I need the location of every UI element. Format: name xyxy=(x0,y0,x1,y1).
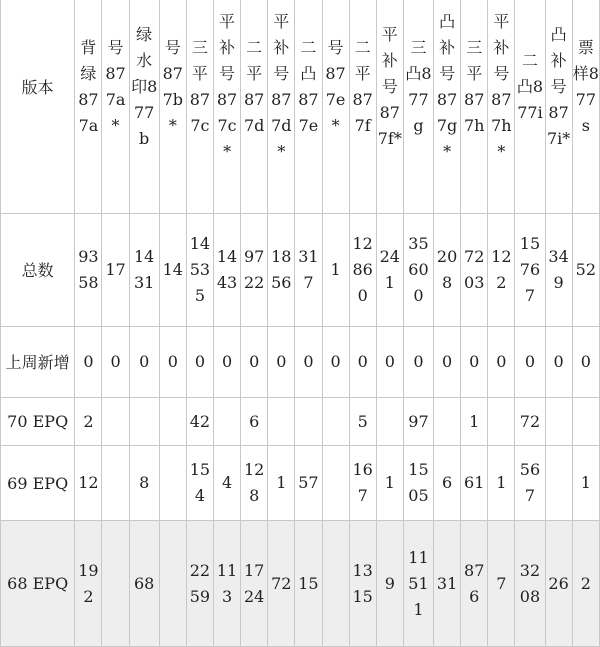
column-header xyxy=(349,0,376,214)
table-cell xyxy=(159,446,186,521)
column-header xyxy=(461,0,488,214)
row-label: 70 EPQ xyxy=(1,398,75,446)
table-cell xyxy=(102,398,129,446)
table-cell: 0 xyxy=(75,327,102,398)
table-cell: 113 xyxy=(214,521,241,647)
column-header-text: 平补号877f* xyxy=(377,25,402,148)
header-version-label xyxy=(1,0,75,214)
table-cell: 12 xyxy=(75,446,102,521)
table-cell: 0 xyxy=(295,327,322,398)
column-header xyxy=(129,0,159,214)
table-cell: 9358 xyxy=(75,214,102,327)
table-cell xyxy=(159,398,186,446)
column-header xyxy=(488,0,515,214)
table-cell: 0 xyxy=(349,327,376,398)
table-cell: 26 xyxy=(545,521,572,647)
table-cell: 5 xyxy=(349,398,376,446)
table-cell: 154 xyxy=(186,446,213,521)
column-header-text: 三平877h xyxy=(463,38,485,135)
row-label: 69 EPQ xyxy=(1,446,75,521)
table-cell: 0 xyxy=(159,327,186,398)
table-cell: 15767 xyxy=(515,214,545,327)
table-cell: 1 xyxy=(322,214,349,327)
table-cell xyxy=(322,398,349,446)
table-cell xyxy=(545,446,572,521)
table-cell: 1856 xyxy=(268,214,295,327)
table-cell: 0 xyxy=(461,327,488,398)
table-cell: 122 xyxy=(488,214,515,327)
table-cell: 0 xyxy=(376,327,403,398)
table-cell: 0 xyxy=(186,327,213,398)
column-header xyxy=(545,0,572,214)
column-header xyxy=(295,0,322,214)
table-cell: 2259 xyxy=(186,521,213,647)
table-cell: 1 xyxy=(488,446,515,521)
column-header xyxy=(322,0,349,214)
table-row xyxy=(1,214,600,327)
table-row xyxy=(1,398,600,446)
table-row xyxy=(1,446,600,521)
column-header-text: 票样877s xyxy=(572,38,599,135)
column-header xyxy=(376,0,403,214)
table-cell: 1315 xyxy=(349,521,376,647)
column-header-text: 绿水印877b xyxy=(131,25,158,148)
table-cell: 167 xyxy=(349,446,376,521)
column-header-text: 平补号877c* xyxy=(216,12,238,161)
table-cell xyxy=(434,398,461,446)
column-header xyxy=(186,0,213,214)
table-cell xyxy=(322,521,349,647)
table-cell: 4 xyxy=(214,446,241,521)
column-header xyxy=(403,0,433,214)
table-cell: 1505 xyxy=(403,446,433,521)
table-cell: 52 xyxy=(572,214,599,327)
table-cell xyxy=(545,398,572,446)
table-cell: 0 xyxy=(515,327,545,398)
table-cell: 57 xyxy=(295,446,322,521)
column-header-text: 二平877f xyxy=(352,38,373,135)
table-row xyxy=(1,521,600,647)
column-header-text: 号877e* xyxy=(325,38,346,135)
table-cell: 1724 xyxy=(241,521,268,647)
table-cell: 349 xyxy=(545,214,572,327)
table-row xyxy=(1,327,600,398)
column-header xyxy=(241,0,268,214)
table-cell: 72 xyxy=(268,521,295,647)
table-cell: 0 xyxy=(241,327,268,398)
table-cell: 35600 xyxy=(403,214,433,327)
table-cell: 97 xyxy=(403,398,433,446)
column-header xyxy=(159,0,186,214)
table-cell: 2 xyxy=(75,398,102,446)
table-cell xyxy=(268,398,295,446)
table-cell: 12860 xyxy=(349,214,376,327)
table-cell xyxy=(102,446,129,521)
table-cell: 1 xyxy=(268,446,295,521)
column-header-text: 号877b* xyxy=(162,38,184,135)
table-cell: 0 xyxy=(403,327,433,398)
table-cell xyxy=(376,398,403,446)
table-cell xyxy=(102,521,129,647)
table-cell: 1 xyxy=(376,446,403,521)
table-cell: 42 xyxy=(186,398,213,446)
table-cell: 192 xyxy=(75,521,102,647)
column-header xyxy=(268,0,295,214)
table-cell: 0 xyxy=(434,327,461,398)
table-cell: 6 xyxy=(241,398,268,446)
table-cell: 61 xyxy=(461,446,488,521)
table-cell xyxy=(295,398,322,446)
table-cell: 1 xyxy=(461,398,488,446)
table-cell: 15 xyxy=(295,521,322,647)
table-cell: 9722 xyxy=(241,214,268,327)
table-cell: 3208 xyxy=(515,521,545,647)
column-header-text: 三凸877g xyxy=(405,38,432,135)
table-cell: 9 xyxy=(376,521,403,647)
table-cell: 68 xyxy=(129,521,159,647)
table-cell: 0 xyxy=(268,327,295,398)
table-cell: 31 xyxy=(434,521,461,647)
column-header-text: 三平877c xyxy=(189,38,211,135)
table-cell: 0 xyxy=(129,327,159,398)
table-cell: 317 xyxy=(295,214,322,327)
table-cell: 11511 xyxy=(403,521,433,647)
column-header xyxy=(515,0,545,214)
table-cell: 1431 xyxy=(129,214,159,327)
table-cell: 14535 xyxy=(186,214,213,327)
column-header-text: 平补号877d* xyxy=(271,12,292,161)
row-label: 总数 xyxy=(1,214,75,327)
table-cell: 72 xyxy=(515,398,545,446)
header-version-text: 版本 xyxy=(21,77,54,97)
row-label: 上周新增 xyxy=(1,327,75,398)
table-cell: 208 xyxy=(434,214,461,327)
table-cell: 14 xyxy=(159,214,186,327)
column-header xyxy=(102,0,129,214)
table-cell xyxy=(129,398,159,446)
table-cell: 0 xyxy=(102,327,129,398)
table-cell: 7203 xyxy=(461,214,488,327)
table-cell xyxy=(159,521,186,647)
table-cell: 0 xyxy=(214,327,241,398)
column-header-text: 二凸877e xyxy=(298,38,319,135)
row-label: 68 EPQ xyxy=(1,521,75,647)
header-row xyxy=(1,0,600,214)
column-header-text: 凸补号877i* xyxy=(546,25,571,148)
table-cell: 7 xyxy=(488,521,515,647)
column-header-text: 背绿877a xyxy=(78,38,99,135)
column-header-text: 二平877d xyxy=(243,38,265,135)
column-header-text: 二凸877i xyxy=(516,51,544,122)
table-cell: 0 xyxy=(572,327,599,398)
column-header xyxy=(572,0,599,214)
table-cell xyxy=(572,398,599,446)
table-cell: 8 xyxy=(129,446,159,521)
table-cell: 6 xyxy=(434,446,461,521)
table-cell: 2 xyxy=(572,521,599,647)
table-cell: 0 xyxy=(488,327,515,398)
table-cell: 241 xyxy=(376,214,403,327)
table-cell: 1443 xyxy=(214,214,241,327)
table-cell: 876 xyxy=(461,521,488,647)
table-cell: 17 xyxy=(102,214,129,327)
column-header xyxy=(214,0,241,214)
table-cell: 128 xyxy=(241,446,268,521)
table-cell xyxy=(322,446,349,521)
table-cell xyxy=(214,398,241,446)
table-cell xyxy=(488,398,515,446)
table-cell: 1 xyxy=(572,446,599,521)
table-cell: 0 xyxy=(545,327,572,398)
column-header xyxy=(75,0,102,214)
column-header-text: 号877a* xyxy=(105,38,126,135)
column-header xyxy=(434,0,461,214)
column-header-text: 平补号877h* xyxy=(491,12,512,161)
column-header-text: 凸补号877g* xyxy=(436,12,458,161)
table-cell: 0 xyxy=(322,327,349,398)
table-cell: 567 xyxy=(515,446,545,521)
